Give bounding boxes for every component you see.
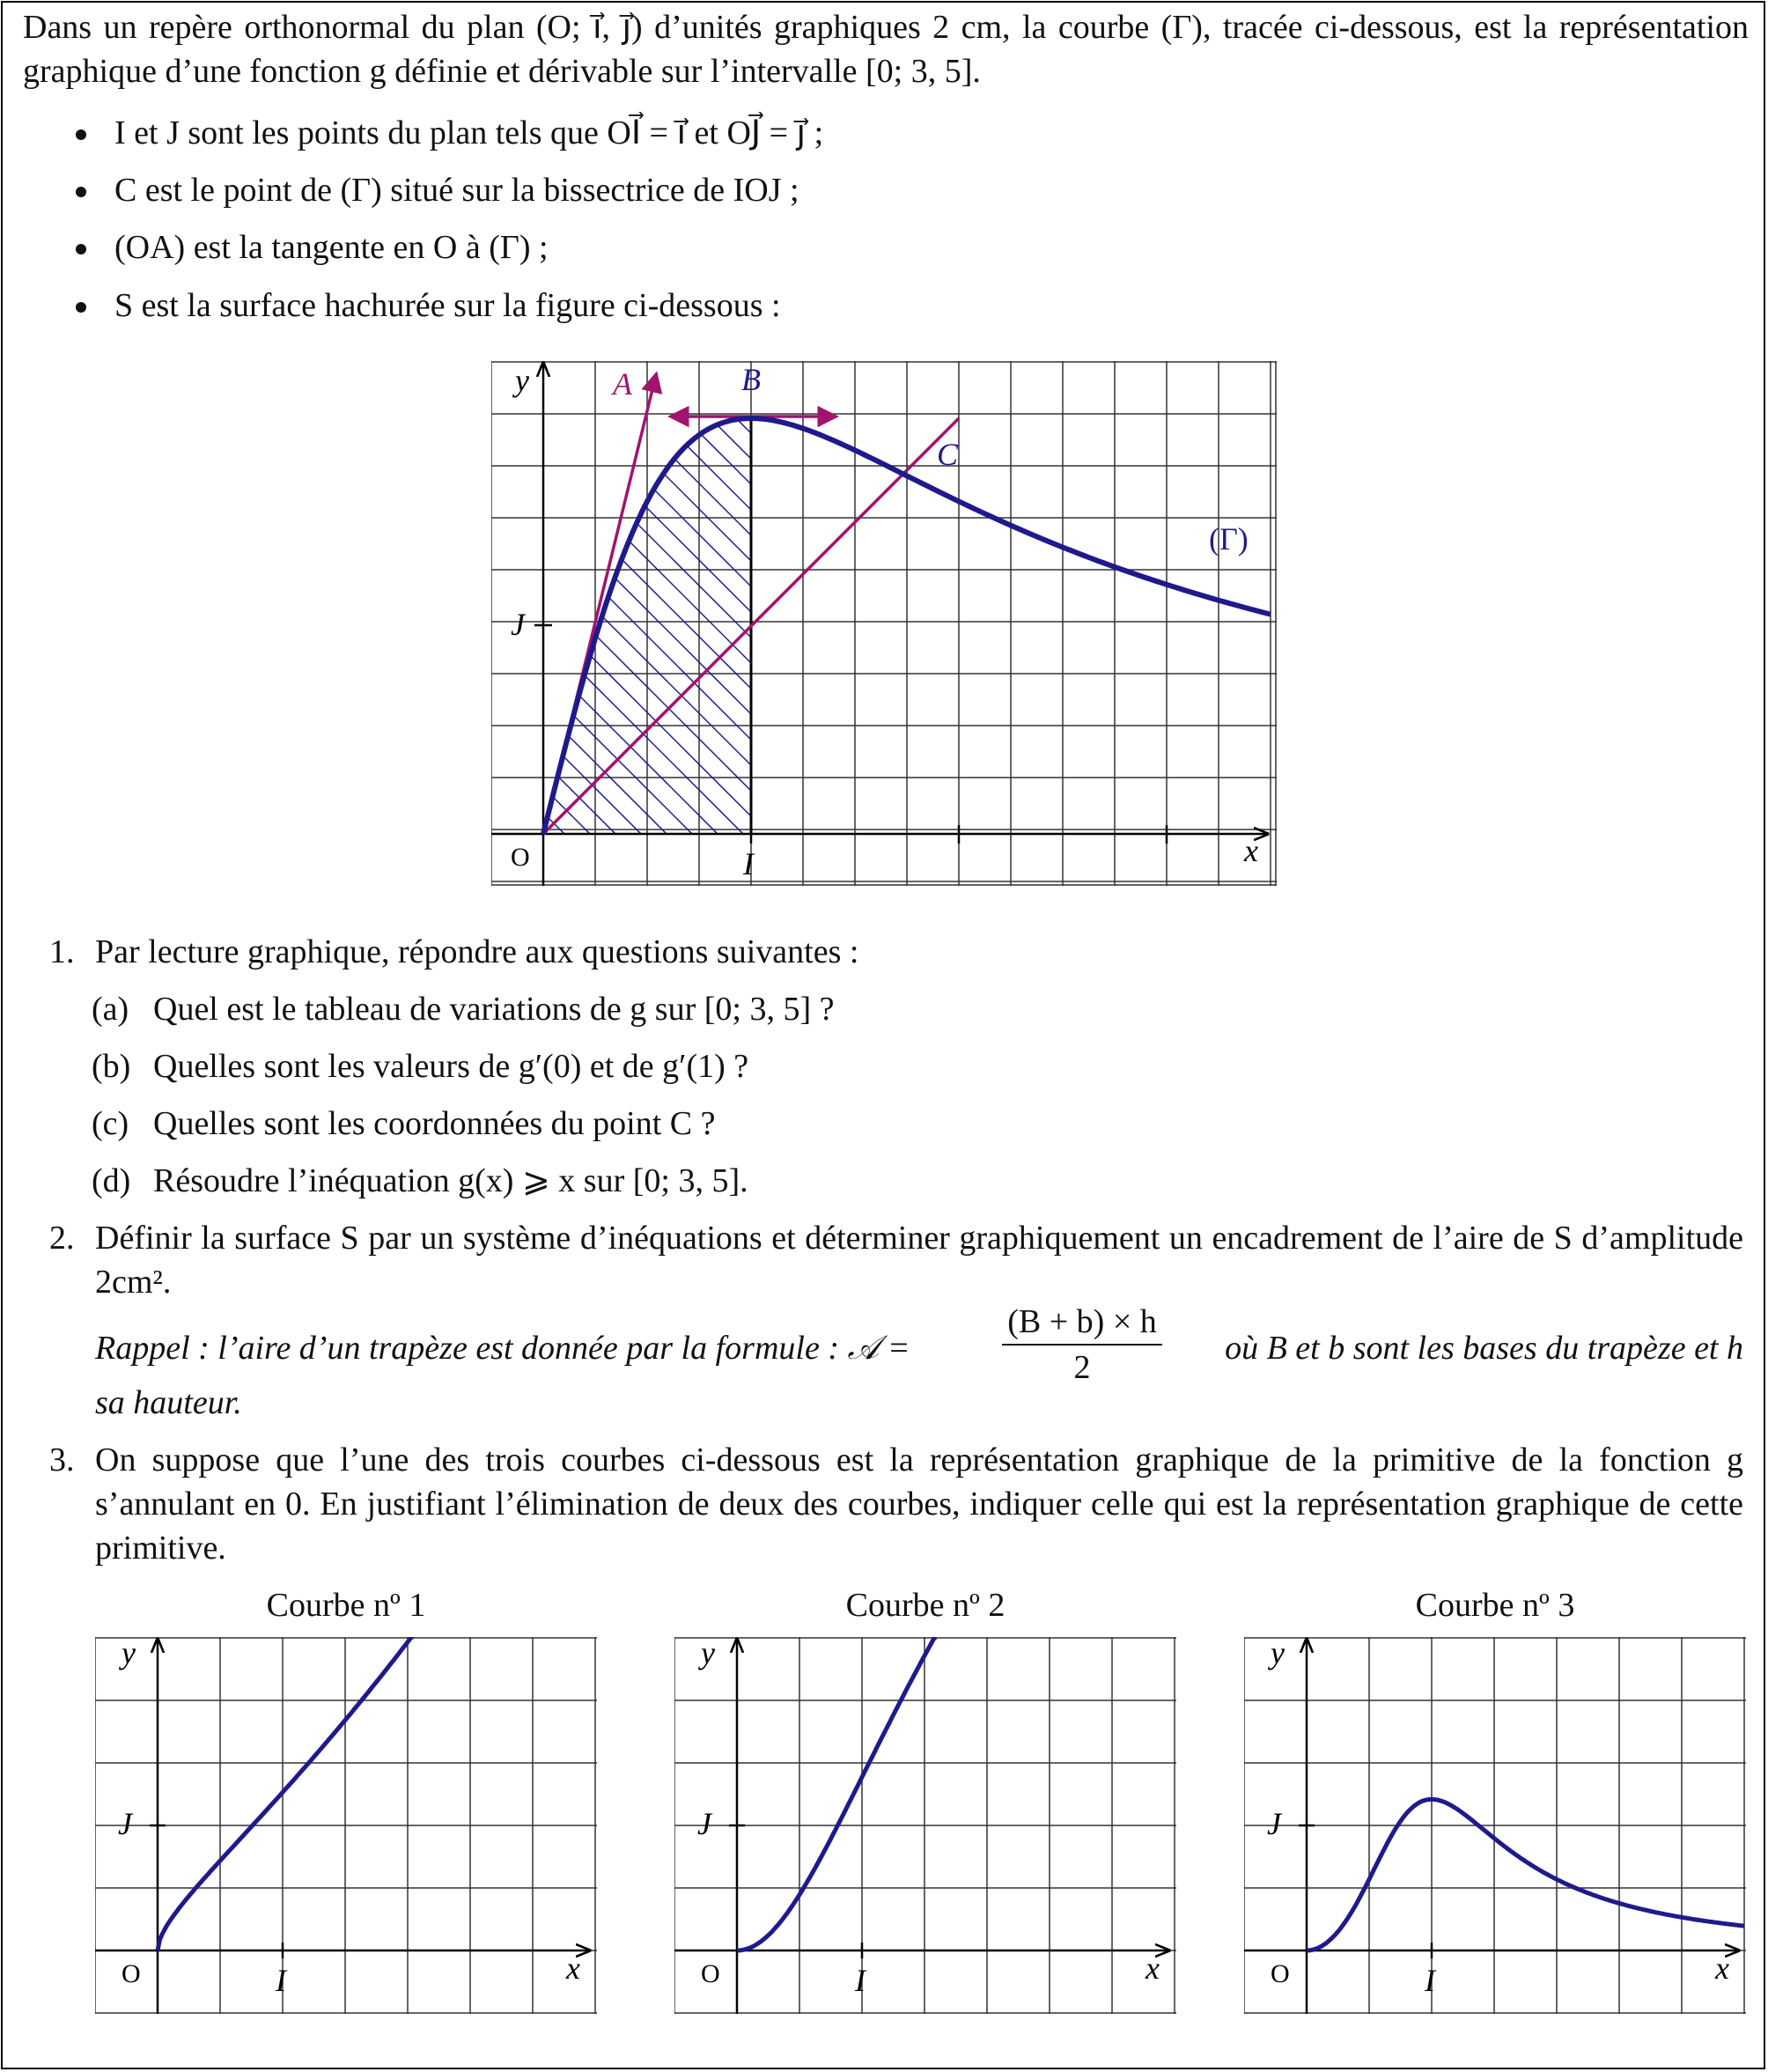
main-figure	[491, 361, 1277, 886]
hatch-line	[653, 361, 1146, 854]
bullet-dot	[76, 129, 86, 140]
bullet-dot	[76, 302, 86, 313]
label-I: I	[743, 846, 754, 881]
label-A: A	[613, 366, 632, 402]
hatch-line	[755, 361, 1249, 854]
subquestion-text: Résoudre l’inéquation g(x) ⩾ x sur [0; 3, 5].	[153, 1162, 748, 1199]
hatch-line	[491, 361, 763, 854]
label-x: x	[1715, 1950, 1729, 1986]
bullet-dot	[76, 187, 86, 197]
label-B: B	[741, 362, 761, 397]
curve-1-figure	[95, 1637, 597, 2014]
label-y: y	[701, 1637, 715, 1670]
label-I: I	[855, 1963, 866, 1998]
label-gamma: (Γ)	[1209, 521, 1249, 557]
hatch-line	[491, 361, 585, 854]
subquestion-label: (a)	[92, 991, 129, 1028]
label-J: J	[118, 1806, 132, 1841]
question-number: 1.	[49, 933, 75, 970]
hatch-line	[730, 361, 1223, 854]
label-x: x	[1146, 1950, 1160, 1986]
hatch-line	[858, 361, 1277, 854]
subquestion-label: (d)	[92, 1162, 131, 1199]
rappel-text-a: Rappel : l’aire d’un trapèze est donnée par la formule : 𝒜 =	[95, 1330, 910, 1367]
bullet-text: I et J sont les points du plan tels que OI⃗ = i⃗ et OJ⃗ = j⃗ ;	[114, 114, 824, 151]
fraction-denominator: 2	[1073, 1349, 1091, 1386]
hatched-surface-S	[491, 361, 1277, 854]
hatch-line	[491, 361, 968, 854]
question-2-text: Définir la surface S par un système d’inéquations et déterminer graphiquement un encadrement de l’aire de S d’amplitude 2cm².	[95, 1220, 1743, 1301]
primitive-curve	[158, 1637, 414, 1950]
hatch-line	[491, 361, 866, 854]
fraction-numerator: (B + b) × h	[1007, 1303, 1157, 1340]
subquestion-text: Quelles sont les coordonnées du point C ?	[153, 1105, 716, 1142]
rappel-end: sa hauteur.	[95, 1384, 242, 1421]
bullet-text: (OA) est la tangente en O à (Γ) ;	[114, 229, 549, 266]
bullet-text: S est la surface hachurée sur la figure ci-dessous :	[114, 287, 781, 324]
hatch-line	[832, 361, 1277, 854]
question-3-text: On suppose que l’une des trois courbes ci-dessous est la représentation graphique de la primitive de la fonction g s’annulant en 0. En justifiant l’élimination de deux des courbes, indiquer celle qui est la représentation graphique de cette primitive.	[95, 1442, 1743, 1567]
hatch-line	[807, 361, 1277, 854]
label-J: J	[697, 1806, 711, 1841]
subquestion-label: (c)	[92, 1105, 129, 1142]
question-text: Par lecture graphique, répondre aux questions suivantes :	[95, 933, 859, 970]
question-number: 3.	[49, 1442, 75, 1478]
label-J: J	[511, 607, 525, 642]
hatch-line	[551, 361, 1044, 854]
label-C: C	[937, 437, 959, 472]
intro-paragraph: Dans un repère orthonormal du plan (O; i⃗, j⃗) d’unités graphiques 2 cm, la courbe (Γ), tracée ci-dessous, est la représentation graphique d’une fonction g définie et dérivable sur l’intervalle [0; 3, 5].	[23, 9, 1749, 90]
bullet-dot	[76, 244, 86, 254]
curve-3-figure	[1244, 1637, 1746, 2014]
hatch-line	[602, 361, 1095, 854]
label-J: J	[1267, 1806, 1281, 1841]
label-y: y	[1271, 1637, 1285, 1670]
label-x: x	[1244, 833, 1258, 868]
hatch-line	[491, 361, 508, 854]
label-x: x	[566, 1950, 580, 1986]
subquestion-text: Quelles sont les valeurs de g′(0) et de g′(1) ?	[153, 1048, 749, 1085]
label-I: I	[1425, 1963, 1435, 1998]
rappel-line	[95, 1303, 1743, 1386]
curve-2-title: Courbe nº 2	[845, 1587, 1006, 1624]
curve-1-title: Courbe nº 1	[266, 1587, 426, 1624]
label-y: y	[515, 363, 529, 398]
primitive-curve	[737, 1637, 936, 1950]
rappel-text-b: où B et b sont les bases du trapèze et h	[1225, 1330, 1743, 1367]
hatch-line	[500, 361, 993, 854]
curve-3-title: Courbe nº 3	[1415, 1587, 1575, 1624]
primitive-curve	[1307, 1799, 1744, 1950]
label-I: I	[276, 1963, 286, 1998]
label-y: y	[122, 1637, 136, 1670]
question-number: 2.	[49, 1220, 75, 1257]
label-origin: O	[701, 1959, 720, 1988]
subquestion-label: (b)	[92, 1048, 131, 1085]
hatch-line	[679, 361, 1172, 854]
subquestion-text: Quel est le tableau de variations de g sur [0; 3, 5] ?	[153, 991, 835, 1028]
hatch-line	[491, 361, 814, 854]
hatch-line	[704, 361, 1197, 854]
rappel-fraction	[998, 1300, 1166, 1390]
curve-2-figure	[674, 1637, 1176, 2014]
label-origin: O	[122, 1959, 141, 1988]
hatch-line	[491, 361, 610, 854]
bullet-text: C est le point de (Γ) situé sur la bissectrice de IOJ ;	[114, 172, 799, 209]
label-origin: O	[511, 843, 530, 872]
rappel-text-c	[95, 1381, 1743, 1425]
label-origin: O	[1271, 1959, 1290, 1988]
hatch-line	[491, 361, 891, 854]
hatch-line	[491, 361, 559, 854]
